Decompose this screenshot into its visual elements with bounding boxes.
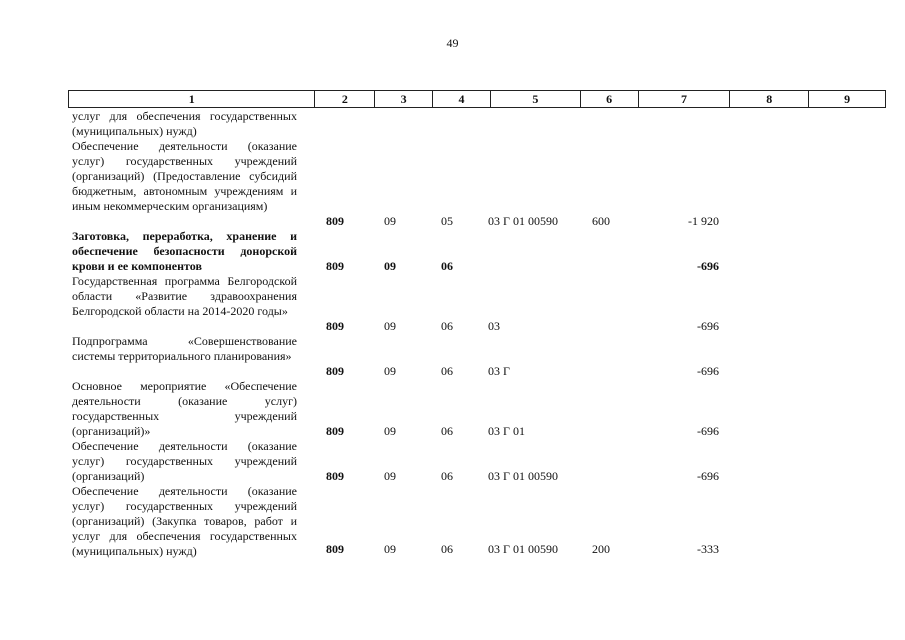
amount: -696	[697, 319, 719, 333]
row-description: Государственная программа Белгородской области «Развитие здравоохранения Белгородской области на 2014-2020 годы»	[72, 274, 297, 318]
row-description: Заготовка, переработка, хранение и обеспечение безопасности донорской крови и ее компонентов	[72, 229, 297, 273]
code-subsection: 06	[441, 319, 453, 333]
amount: -1 920	[688, 214, 719, 228]
code-section: 09	[384, 259, 396, 273]
code-admin: 809	[326, 364, 344, 378]
code-target: 03 Г	[488, 364, 510, 378]
amount: -333	[697, 542, 719, 556]
header-col-1: 1	[69, 91, 315, 107]
row-description: Обеспечение деятельности (оказание услуг) государственных учреждений (организаций) (Закупка товаров, работ и услуг для обеспечения государственных (муниципальных) нужд)	[72, 484, 297, 558]
row-description: услуг для обеспечения государственных (муниципальных) нужд)	[72, 109, 297, 138]
row-description: Основное мероприятие «Обеспечение деятельности (оказание услуг) государственных учреждений (организаций)»	[72, 379, 297, 438]
code-section: 09	[384, 469, 396, 483]
code-section: 09	[384, 542, 396, 556]
amount: -696	[697, 259, 719, 273]
code-expense-type: 200	[592, 542, 610, 556]
code-target: 03 Г 01	[488, 424, 525, 438]
header-col-7: 7	[639, 91, 731, 107]
header-col-3: 3	[375, 91, 433, 107]
header-col-5: 5	[491, 91, 581, 107]
amount: -696	[697, 364, 719, 378]
row-description: Подпрограмма «Совершенствование системы территориального планирования»	[72, 334, 297, 363]
amount: -696	[697, 424, 719, 438]
row-description: Обеспечение деятельности (оказание услуг) государственных учреждений (организаций) (Предоставление субсидий бюджетным, автономным учреждениям и иным некоммерческим организациям)	[72, 139, 297, 213]
code-subsection: 06	[441, 542, 453, 556]
code-admin: 809	[326, 542, 344, 556]
header-col-9: 9	[844, 92, 851, 106]
page-number: 49	[446, 36, 459, 50]
header-col-8: 8	[730, 91, 809, 107]
table-header	[68, 90, 886, 108]
code-subsection: 05	[441, 214, 453, 228]
code-section: 09	[384, 364, 396, 378]
code-admin: 809	[326, 424, 344, 438]
code-admin: 809	[326, 214, 344, 228]
code-target: 03 Г 01 00590	[488, 469, 558, 483]
header-col-2: 2	[315, 91, 375, 107]
code-section: 09	[384, 214, 396, 228]
header-col-4: 4	[433, 91, 491, 107]
code-target: 03	[488, 319, 500, 333]
code-target: 03 Г 01 00590	[488, 542, 558, 556]
code-subsection: 06	[441, 259, 453, 273]
code-expense-type: 600	[592, 214, 610, 228]
code-target: 03 Г 01 00590	[488, 214, 558, 228]
code-admin: 809	[326, 259, 344, 273]
code-subsection: 06	[441, 469, 453, 483]
code-section: 09	[384, 424, 396, 438]
code-section: 09	[384, 319, 396, 333]
code-subsection: 06	[441, 424, 453, 438]
row-description: Обеспечение деятельности (оказание услуг) государственных учреждений (организаций)	[72, 439, 297, 483]
code-admin: 809	[326, 469, 344, 483]
code-subsection: 06	[441, 364, 453, 378]
code-admin: 809	[326, 319, 344, 333]
amount: -696	[697, 469, 719, 483]
header-col-6: 6	[581, 91, 639, 107]
